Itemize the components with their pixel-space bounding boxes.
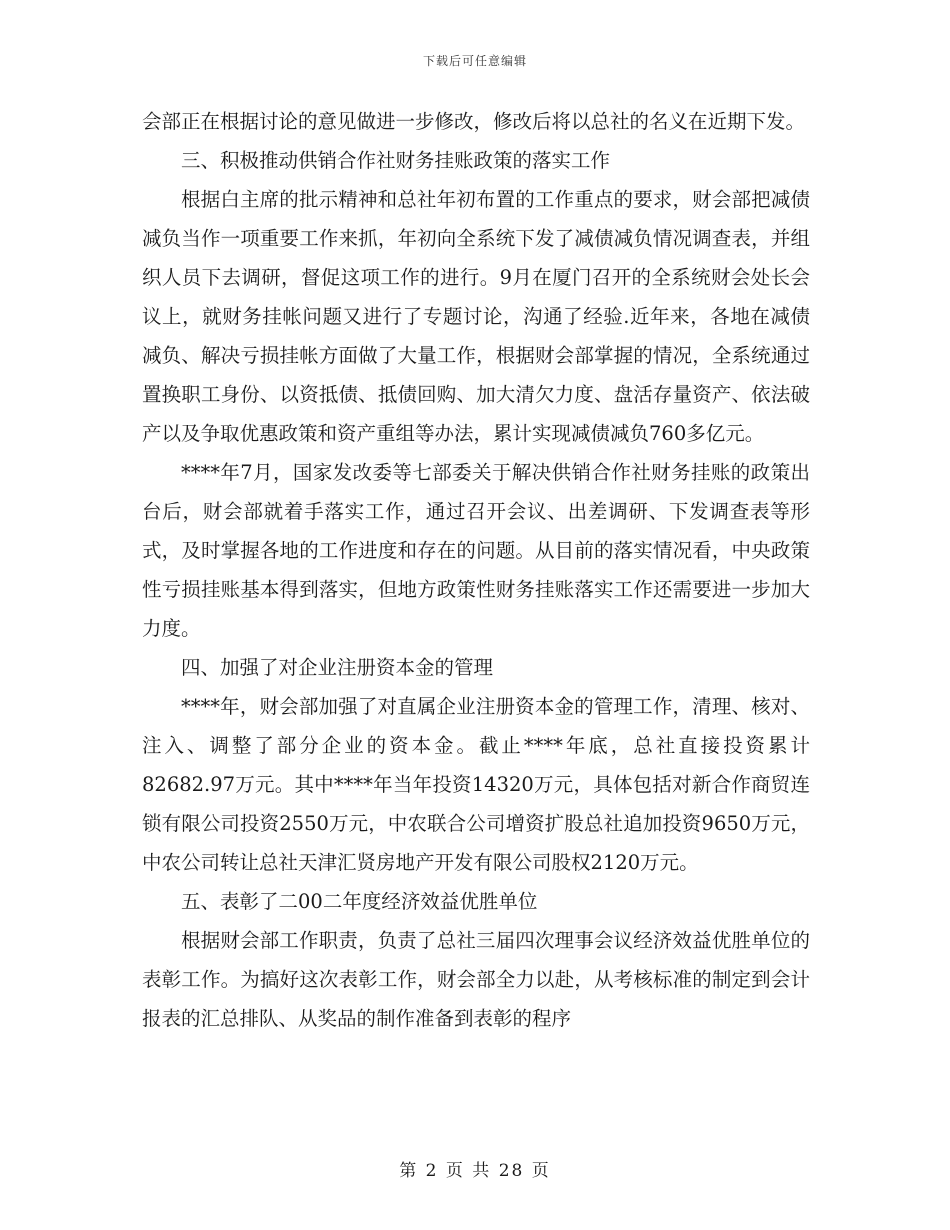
section-heading-4: 四、加强了对企业注册资本金的管理 — [181, 656, 494, 679]
page-header: 下载后可任意编辑 — [422, 54, 527, 68]
section-heading-3: 三、积极推动供销合作社财务挂账政策的落实工作 — [181, 149, 611, 172]
document-body — [142, 102, 810, 1038]
paragraph-2: 根据白主席的批示精神和总社年初布置的工作重点的要求，财会部把减债减负当作一项重要工作来抓，年初向全系统下发了减债减负情况调查表，并组织人员下去调研，督促这项工作的进行。9月在厦门召开的全系统财会处长会议上，就财务挂帐问题又进行了专题讨论，沟通了经验.近年来，各地在减债减负、解决亏损挂帐方面做了大量工作，根据财会部掌握的情况，全系统通过置换职工身份、以资抵债、抵债回购、加大清欠力度、盘活存量资产、依法破产以及争取优惠政策和资产重组等办法，累计实现减债减负760多亿元。 — [142, 188, 810, 445]
section-heading-5: 五、表彰了二00二年度经济效益优胜单位 — [181, 890, 538, 913]
paragraph-1: 会部正在根据讨论的意见做进一步修改，修改后将以总社的名义在近期下发。 — [142, 110, 806, 133]
paragraph-4: ****年，财会部加强了对直属企业注册资本金的管理工作，清理、核对、注入、调整了部分企业的资本金。截止****年底，总社直接投资累计82682.97万元。其中****年当年投资14320万元，具体包括对新合作商贸连锁有限公司投资2550万元，中农联合公司增资扩股总社追加投资9650万元，中农公司转让总社天津汇贤房地产开发有限公司股权2120万元。 — [142, 695, 810, 874]
page-footer: 第 2 页 共 28 页 — [399, 1161, 551, 1181]
paragraph-5: 根据财会部工作职责，负责了总社三届四次理事会议经济效益优胜单位的表彰工作。为搞好这次表彰工作，财会部全力以赴，从考核标准的制定到会计报表的汇总排队、从奖品的制作准备到表彰的程序 — [142, 929, 810, 1030]
paragraph-3: ****年7月，国家发改委等七部委关于解决供销合作社财务挂账的政策出台后，财会部就着手落实工作，通过召开会议、出差调研、下发调查表等形式，及时掌握各地的工作进度和存在的问题。从目前的落实情况看，中央政策性亏损挂账基本得到落实，但地方政策性财务挂账落实工作还需要进一步加大力度。 — [142, 461, 810, 640]
